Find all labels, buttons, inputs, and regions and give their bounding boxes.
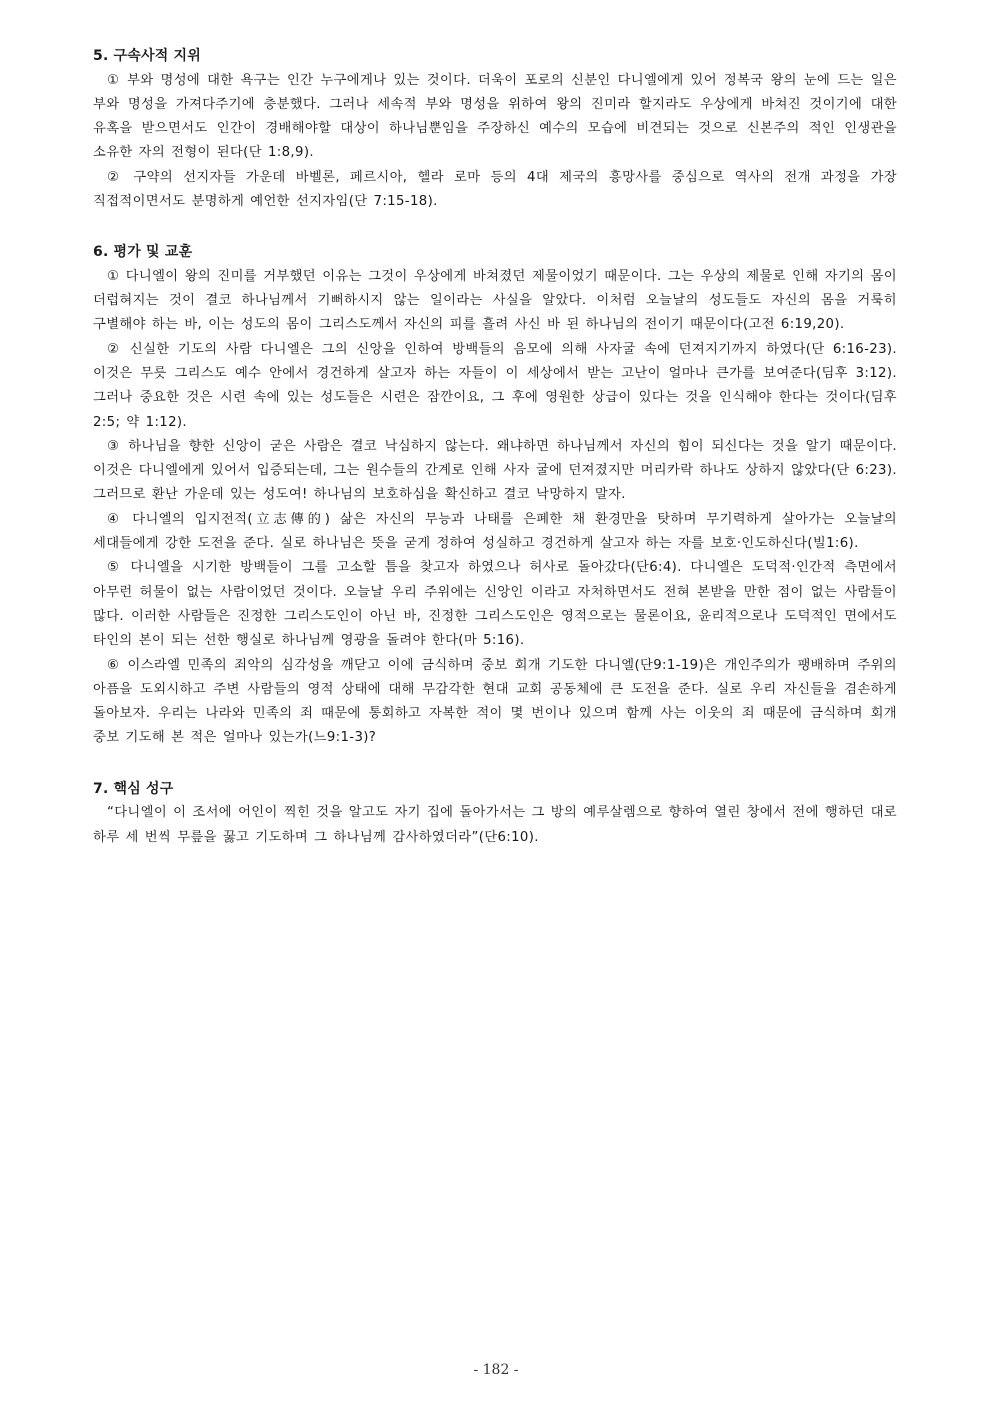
section-key-verse <box>93 777 897 850</box>
key-verse-quote: “다니엘이 이 조서에 어인이 찍힌 것을 알고도 자기 집에 돌아가서는 그 방의 예루살렘으로 향하여 열린 창에서 전에 행하던 대로 하루 세 번씩 무릎을 꿇고 기도하며 그 하나님께 감사하였더라”(단6:10). <box>93 805 897 845</box>
paragraph: ② 신실한 기도의 사람 다니엘은 그의 신앙을 인하여 방백들의 음모에 의해 사자굴 속에 던져지기까지 하였다(단 6:16-23). 이것은 무릇 그리스도 예수 안에서 경건하게 살고자 하는 자들이 이 세상에서 받는 고난이 얼마나 큰가를 보여준다(딤후 3:12). 그러나 중요한 것은 시련 속에 있는 성도들은 시련은 잠깐이요, 그 후에 영원한 상급이 있다는 것을 인식해야 한다는 것이다(딤후 2:5; 약 1:12). <box>93 341 897 430</box>
section-heading: 6. 평가 및 교훈 <box>93 244 193 261</box>
section-heading: 7. 핵심 성구 <box>93 780 174 797</box>
paragraph: ① 다니엘이 왕의 진미를 거부했던 이유는 그것이 우상에게 바쳐졌던 제물이었기 때문이다. 그는 우상의 제물로 인해 자기의 몸이 더럽혀지는 것이 결코 하나님께서 기뻐하시지 않는 일이라는 사실을 알았다. 이처럼 오늘날의 성도들도 자신의 몸을 거룩히 구별해야 하는 바, 이는 성도의 몸이 그리스도께서 자신의 피를 흘려 사신 바 된 하나님의 전이기 때문이다(고전 6:19,20). <box>93 268 897 333</box>
paragraph: ③ 하나님을 향한 신앙이 굳은 사람은 결코 낙심하지 않는다. 왜냐하면 하나님께서 자신의 힘이 되신다는 것을 알기 때문이다. 이것은 다니엘에게 있어서 입증되는데, 그는 원수들의 간계로 인해 사자 굴에 던져졌지만 머리카락 하나도 상하지 않았다(단 6:23). 그러므로 환난 가운데 있는 성도여! 하나님의 보호하심을 확신하고 결코 낙망하지 말자. <box>93 438 897 503</box>
document-body <box>93 44 897 850</box>
paragraph: ⑤ 다니엘을 시기한 방백들이 그를 고소할 틈을 찾고자 하였으나 허사로 돌아갔다(단6:4). 다니엘은 도덕적·인간적 측면에서 아무런 허물이 없는 사람이었던 것이다. 오늘날 우리 주위에는 신앙인 이라고 자처하면서도 전혀 본받을 만한 점이 없는 사람들이 많다. 이러한 사람들은 진정한 그리스도인이 아닌 바, 진정한 그리스도인은 영적으로는 물론이요, 윤리적으로나 도덕적인 면에서도 타인의 본이 되는 선한 행실로 하나님께 영광을 돌려야 한다(마 5:16). <box>93 560 897 649</box>
section-redemptive-status <box>93 44 897 214</box>
section-heading: 5. 구속사적 지위 <box>93 48 201 64</box>
section-evaluation-lessons <box>93 240 897 750</box>
paragraph: ① 부와 명성에 대한 욕구는 인간 누구에게나 있는 것이다. 더욱이 포로의 신분인 다니엘에게 있어 정복국 왕의 눈에 드는 일은 부와 명성을 가져다주기에 충분했다. 그러나 세속적 부와 명성을 위하여 왕의 진미라 할지라도 우상에게 바쳐진 것이기에 대한 유혹을 받으면서도 인간이 경배해야할 대상이 하나님뿐임을 주장하신 예수의 모습에 비견되는 것으로 신본주의 적인 인생관을 소유한 자의 전형이 된다(단 1:8,9). <box>93 72 897 161</box>
paragraph: ⑥ 이스라엘 민족의 죄악의 심각성을 깨닫고 이에 금식하며 중보 회개 기도한 다니엘(단9:1-19)은 개인주의가 팽배하며 주위의 아픔을 도외시하고 주변 사람들의 영적 상태에 대해 무감각한 현대 교회 공동체에 큰 도전을 준다. 실로 우리 자신들을 겸손하게 돌아보자. 우리는 나라와 민족의 죄 때문에 통회하고 자복한 적이 몇 번이나 있으며 함께 사는 이웃의 죄 때문에 금식하며 회개 중보 기도해 본 적은 얼마나 있는가(느9:1-3)? <box>93 657 897 746</box>
paragraph: ④ 다니엘의 입지전적(立志傳的) 삶은 자신의 무능과 나태를 은폐한 채 환경만을 탓하며 무기력하게 살아가는 오늘날의 세대들에게 강한 도전을 준다. 실로 하나님은 뜻을 굳게 정하여 성실하고 경건하게 살고자 하는 자를 보호·인도하신다(빌1:6). <box>93 511 897 552</box>
paragraph: ② 구약의 선지자들 가운데 바벨론, 페르시아, 헬라 로마 등의 4대 제국의 흥망사를 중심으로 역사의 전개 과정을 가장 직접적이면서도 분명하게 예언한 선지자임(단 7:15-18). <box>93 169 897 209</box>
page-number: - 182 - <box>473 1362 519 1378</box>
